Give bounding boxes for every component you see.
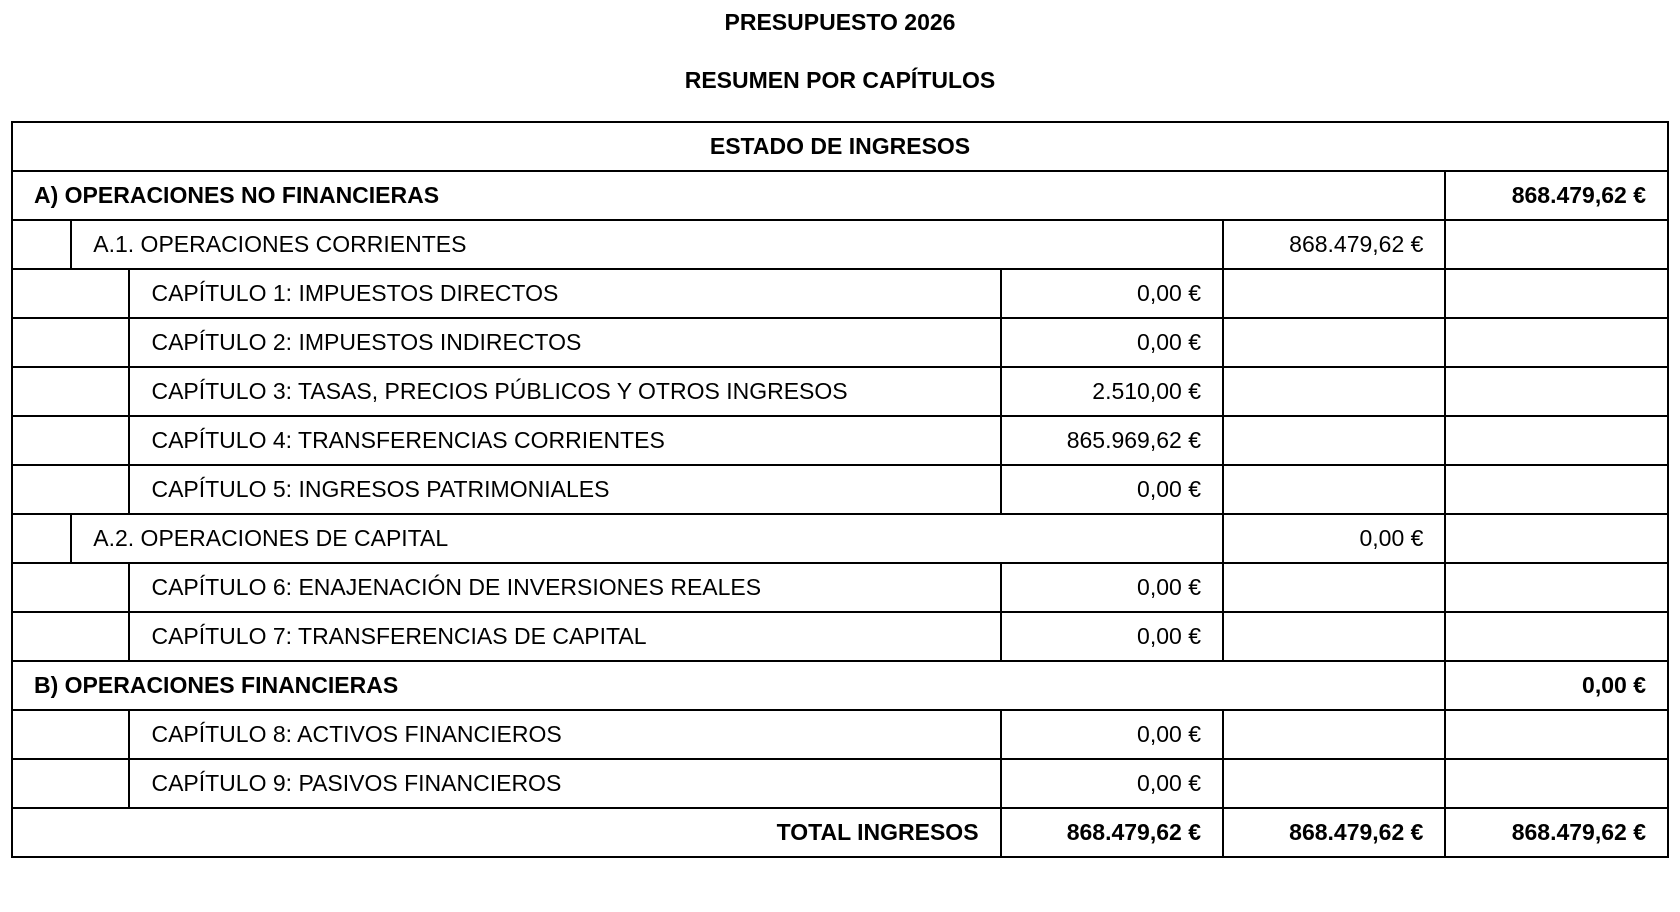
total-chapters: 868.479,62 € <box>1001 808 1223 857</box>
chapter-amount: 0,00 € <box>1001 759 1223 808</box>
chapter-amount: 0,00 € <box>1001 465 1223 514</box>
total-subsections: 868.479,62 € <box>1223 808 1445 857</box>
chapter-amount: 0,00 € <box>1001 710 1223 759</box>
section-a-label: A) OPERACIONES NO FINANCIERAS <box>12 171 1445 220</box>
subsection-a1-row <box>12 220 1668 269</box>
subsection-a2-row <box>12 514 1668 563</box>
table-row <box>12 367 1668 416</box>
chapter-amount: 0,00 € <box>1001 269 1223 318</box>
section-b-row <box>12 661 1668 710</box>
chapter-label: CAPÍTULO 9: PASIVOS FINANCIEROS <box>129 759 1000 808</box>
chapter-label: CAPÍTULO 3: TASAS, PRECIOS PÚBLICOS Y OTROS INGRESOS <box>129 367 1000 416</box>
table-row <box>12 416 1668 465</box>
chapter-label: CAPÍTULO 4: TRANSFERENCIAS CORRIENTES <box>129 416 1000 465</box>
section-b-label: B) OPERACIONES FINANCIERAS <box>12 661 1445 710</box>
chapter-label: CAPÍTULO 6: ENAJENACIÓN DE INVERSIONES REALES <box>129 563 1000 612</box>
chapter-amount: 0,00 € <box>1001 612 1223 661</box>
table-heading-row <box>12 122 1668 171</box>
page-subtitle: RESUMEN POR CAPÍTULOS <box>684 67 996 93</box>
section-a-row <box>12 171 1668 220</box>
section-a-total: 868.479,62 € <box>1445 171 1668 220</box>
table-heading: ESTADO DE INGRESOS <box>12 122 1668 171</box>
table-row <box>12 612 1668 661</box>
table-row <box>12 759 1668 808</box>
income-summary-table <box>11 121 1669 858</box>
table-row <box>12 710 1668 759</box>
total-sections: 868.479,62 € <box>1445 808 1668 857</box>
subsection-a2-label: A.2. OPERACIONES DE CAPITAL <box>71 514 1223 563</box>
table-row <box>12 269 1668 318</box>
subsection-a1-label: A.1. OPERACIONES CORRIENTES <box>71 220 1223 269</box>
chapter-label: CAPÍTULO 5: INGRESOS PATRIMONIALES <box>129 465 1000 514</box>
chapter-amount: 865.969,62 € <box>1001 416 1223 465</box>
chapter-label: CAPÍTULO 8: ACTIVOS FINANCIEROS <box>129 710 1000 759</box>
chapter-amount: 2.510,00 € <box>1001 367 1223 416</box>
table-row <box>12 318 1668 367</box>
chapter-label: CAPÍTULO 2: IMPUESTOS INDIRECTOS <box>129 318 1000 367</box>
chapter-label: CAPÍTULO 1: IMPUESTOS DIRECTOS <box>129 269 1000 318</box>
table-row <box>12 563 1668 612</box>
page-title: PRESUPUESTO 2026 <box>724 9 956 35</box>
total-label: TOTAL INGRESOS <box>12 808 1001 857</box>
table-row <box>12 465 1668 514</box>
subsection-a1-total: 868.479,62 € <box>1223 220 1445 269</box>
chapter-amount: 0,00 € <box>1001 563 1223 612</box>
section-b-total: 0,00 € <box>1445 661 1668 710</box>
chapter-amount: 0,00 € <box>1001 318 1223 367</box>
subsection-a2-total: 0,00 € <box>1223 514 1445 563</box>
total-row <box>12 808 1668 857</box>
chapter-label: CAPÍTULO 7: TRANSFERENCIAS DE CAPITAL <box>129 612 1000 661</box>
